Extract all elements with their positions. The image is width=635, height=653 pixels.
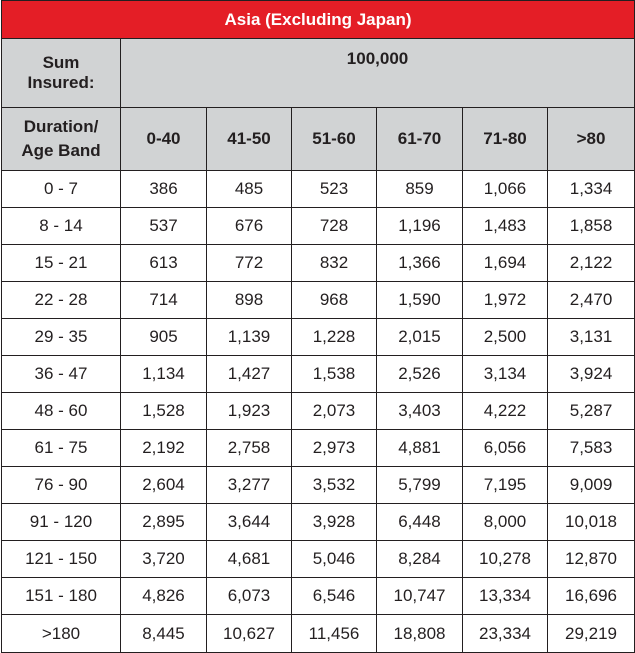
premium-cell: 5,046: [292, 541, 377, 578]
duration-cell: 61 - 75: [2, 430, 121, 467]
premium-cell: 1,528: [121, 393, 207, 430]
premium-cell: 7,583: [548, 430, 635, 467]
age-band-header: 51-60: [292, 108, 377, 171]
premium-cell: 898: [207, 282, 292, 319]
premium-cell: 4,222: [463, 393, 548, 430]
premium-cell: 10,627: [207, 615, 292, 653]
premium-cell: 10,018: [548, 504, 635, 541]
premium-cell: 1,427: [207, 356, 292, 393]
premium-cell: 1,590: [377, 282, 463, 319]
premium-cell: 1,694: [463, 245, 548, 282]
duration-cell: 76 - 90: [2, 467, 121, 504]
table-row: [2, 356, 635, 393]
table-row: [2, 171, 635, 208]
premium-cell: 3,644: [207, 504, 292, 541]
premium-cell: 4,681: [207, 541, 292, 578]
premium-cell: 523: [292, 171, 377, 208]
premium-cell: 3,720: [121, 541, 207, 578]
duration-age-band-label: [2, 108, 121, 171]
premium-cell: 1,972: [463, 282, 548, 319]
premium-cell: 728: [292, 208, 377, 245]
duration-cell: 48 - 60: [2, 393, 121, 430]
premium-cell: 1,134: [121, 356, 207, 393]
table-row: [2, 430, 635, 467]
premium-cell: 5,287: [548, 393, 635, 430]
table-body: [2, 171, 635, 653]
premium-cell: 10,278: [463, 541, 548, 578]
premium-cell: 1,858: [548, 208, 635, 245]
premium-cell: 2,192: [121, 430, 207, 467]
sum-insured-label: [2, 39, 121, 108]
table-title: Asia (Excluding Japan): [2, 1, 635, 39]
age-band-header: 0-40: [121, 108, 207, 171]
premium-cell: 6,073: [207, 578, 292, 615]
premium-cell: 613: [121, 245, 207, 282]
premium-cell: 4,826: [121, 578, 207, 615]
premium-cell: 23,334: [463, 615, 548, 653]
duration-cell: 29 - 35: [2, 319, 121, 356]
premium-cell: 905: [121, 319, 207, 356]
age-band-header: 71-80: [463, 108, 548, 171]
sum-insured-label-line1: Sum: [42, 53, 80, 72]
premium-cell: 1,366: [377, 245, 463, 282]
table-row: [2, 282, 635, 319]
premium-cell: 968: [292, 282, 377, 319]
premium-cell: 1,483: [463, 208, 548, 245]
premium-cell: 4,881: [377, 430, 463, 467]
premium-cell: 8,000: [463, 504, 548, 541]
premium-cell: 2,758: [207, 430, 292, 467]
premium-cell: 859: [377, 171, 463, 208]
premium-cell: 10,747: [377, 578, 463, 615]
premium-cell: 2,122: [548, 245, 635, 282]
table-row: [2, 393, 635, 430]
table-row: [2, 319, 635, 356]
premium-cell: 2,015: [377, 319, 463, 356]
duration-cell: >180: [2, 615, 121, 653]
table-row: [2, 467, 635, 504]
premium-cell: 1,923: [207, 393, 292, 430]
premium-cell: 16,696: [548, 578, 635, 615]
premium-cell: 2,526: [377, 356, 463, 393]
premium-cell: 29,219: [548, 615, 635, 653]
premium-cell: 2,500: [463, 319, 548, 356]
premium-cell: 1,196: [377, 208, 463, 245]
premium-cell: 1,066: [463, 171, 548, 208]
premium-cell: 6,546: [292, 578, 377, 615]
premium-cell: 2,073: [292, 393, 377, 430]
premium-cell: 8,445: [121, 615, 207, 653]
age-band-header: 61-70: [377, 108, 463, 171]
duration-label-line2: Age Band: [21, 141, 101, 160]
duration-cell: 91 - 120: [2, 504, 121, 541]
premium-cell: 1,228: [292, 319, 377, 356]
premium-cell: 9,009: [548, 467, 635, 504]
premium-cell: 3,924: [548, 356, 635, 393]
premium-cell: 3,134: [463, 356, 548, 393]
age-band-header: 41-50: [207, 108, 292, 171]
premium-cell: 1,334: [548, 171, 635, 208]
premium-cell: 11,456: [292, 615, 377, 653]
premium-cell: 3,131: [548, 319, 635, 356]
table-row: [2, 541, 635, 578]
age-band-header: >80: [548, 108, 635, 171]
premium-cell: 7,195: [463, 467, 548, 504]
premium-cell: 1,538: [292, 356, 377, 393]
duration-cell: 8 - 14: [2, 208, 121, 245]
premium-cell: 3,532: [292, 467, 377, 504]
premium-cell: 3,403: [377, 393, 463, 430]
premium-cell: 676: [207, 208, 292, 245]
premium-table-container: [1, 0, 634, 653]
premium-cell: 386: [121, 171, 207, 208]
premium-cell: 832: [292, 245, 377, 282]
premium-cell: 714: [121, 282, 207, 319]
premium-cell: 3,928: [292, 504, 377, 541]
premium-cell: 8,284: [377, 541, 463, 578]
table-row: [2, 504, 635, 541]
sum-insured-label-line2: Insured:: [27, 73, 95, 92]
premium-cell: 537: [121, 208, 207, 245]
duration-cell: 151 - 180: [2, 578, 121, 615]
duration-cell: 121 - 150: [2, 541, 121, 578]
premium-cell: 5,799: [377, 467, 463, 504]
premium-table: [1, 0, 635, 653]
premium-cell: 3,277: [207, 467, 292, 504]
premium-cell: 12,870: [548, 541, 635, 578]
premium-cell: 2,604: [121, 467, 207, 504]
premium-cell: 485: [207, 171, 292, 208]
premium-cell: 6,448: [377, 504, 463, 541]
duration-cell: 15 - 21: [2, 245, 121, 282]
duration-label-line1: Duration/: [23, 117, 99, 136]
premium-cell: 13,334: [463, 578, 548, 615]
premium-cell: 1,139: [207, 319, 292, 356]
premium-cell: 2,973: [292, 430, 377, 467]
table-row: [2, 245, 635, 282]
premium-cell: 2,470: [548, 282, 635, 319]
premium-cell: 2,895: [121, 504, 207, 541]
sum-insured-value: 100,000: [121, 39, 635, 108]
premium-cell: 772: [207, 245, 292, 282]
premium-cell: 18,808: [377, 615, 463, 653]
duration-cell: 22 - 28: [2, 282, 121, 319]
table-row: [2, 208, 635, 245]
duration-cell: 0 - 7: [2, 171, 121, 208]
duration-cell: 36 - 47: [2, 356, 121, 393]
premium-cell: 6,056: [463, 430, 548, 467]
table-row: [2, 578, 635, 615]
